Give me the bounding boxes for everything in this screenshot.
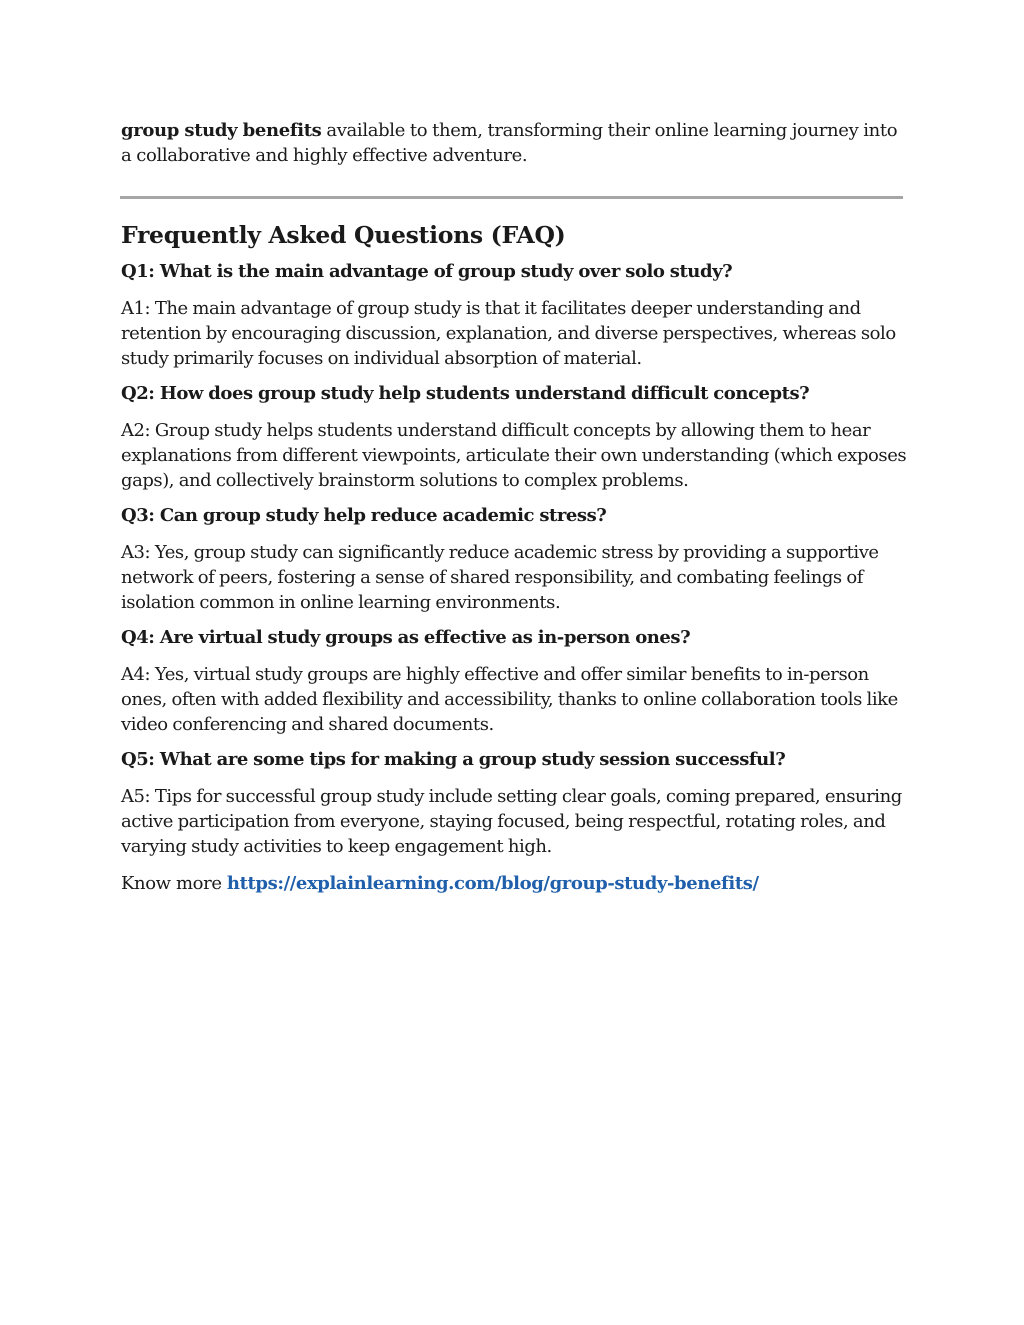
intro-bold-term: group study benefits <box>121 120 322 141</box>
intro-text: available to them, transforming their online learning journey into a collaborative and highly effective adventure. <box>121 120 898 166</box>
faq-item-1 <box>121 259 911 371</box>
faq-question: Q4: Are virtual study groups as effective as in-person ones? <box>121 627 691 648</box>
faq-answer: A4: Yes, virtual study groups are highly effective and offer similar benefits to in-person ones, often with added flexibility and accessibility, thanks to online collaboration tools like video conferencing and shared documents. <box>121 664 898 735</box>
faq-question: Q5: What are some tips for making a group study session successful? <box>121 749 786 770</box>
faq-question: Q1: What is the main advantage of group study over solo study? <box>121 261 733 282</box>
know-more-line <box>121 871 911 896</box>
faq-answer: A5: Tips for successful group study include setting clear goals, coming prepared, ensuring active participation from everyone, staying focused, being respectful, rotating roles, and varying study activities to keep engagement high. <box>121 786 902 857</box>
faq-item-3 <box>121 503 911 615</box>
blog-link[interactable]: https://explainlearning.com/blog/group-study-benefits/ <box>226 873 759 894</box>
faq-answer: A3: Yes, group study can significantly reduce academic stress by providing a supportive network of peers, fostering a sense of shared responsibility, and combating feelings of isolation common in online learning environments. <box>121 542 879 613</box>
faq-answer: A2: Group study helps students understand difficult concepts by allowing them to hear explanations from different viewpoints, articulate their own understanding (which exposes gaps), and collectively brainstorm solutions to complex problems. <box>121 420 907 491</box>
faq-item-2 <box>121 381 911 493</box>
section-divider <box>120 196 903 199</box>
faq-item-5 <box>121 747 911 859</box>
faq-item-4 <box>121 625 911 737</box>
document-page <box>121 118 911 896</box>
faq-heading: Frequently Asked Questions (FAQ) <box>121 221 566 249</box>
faq-question: Q3: Can group study help reduce academic stress? <box>121 505 607 526</box>
faq-list <box>121 259 911 859</box>
faq-question: Q2: How does group study help students understand difficult concepts? <box>121 383 810 404</box>
know-more-label: Know more <box>121 873 227 894</box>
intro-paragraph <box>121 118 911 168</box>
faq-answer: A1: The main advantage of group study is that it facilitates deeper understanding and retention by encouraging discussion, explanation, and diverse perspectives, whereas solo study primarily focuses on individual absorption of material. <box>121 298 896 369</box>
